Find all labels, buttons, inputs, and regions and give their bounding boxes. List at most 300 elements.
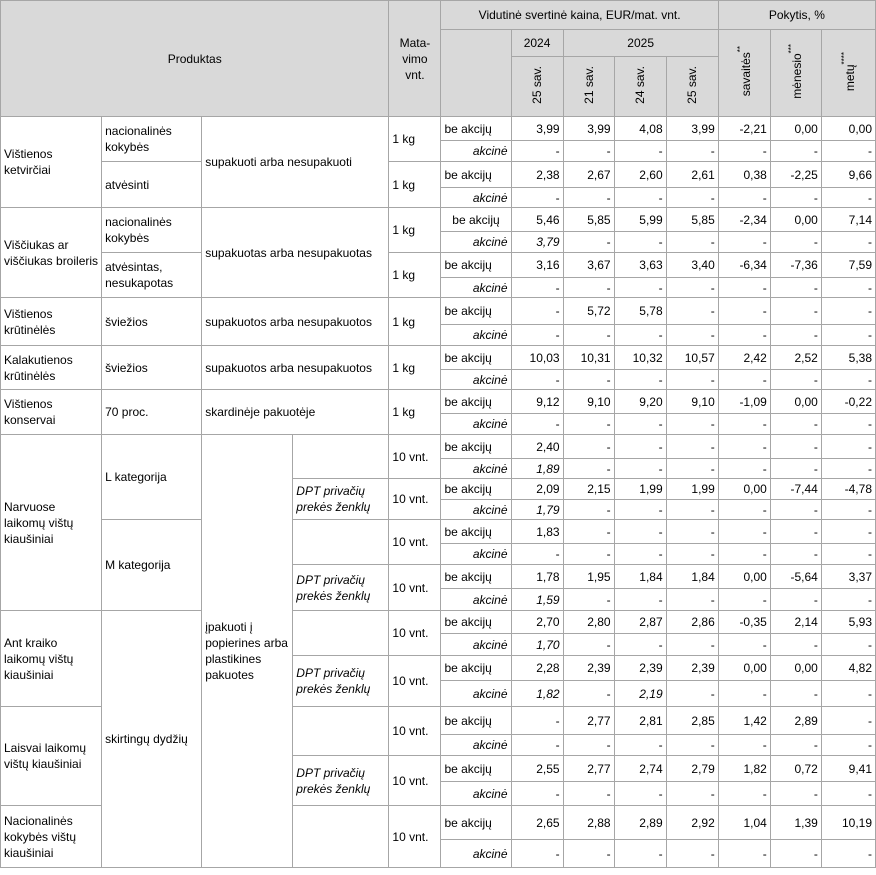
header-week-2024-25: 25 sav. <box>511 57 563 117</box>
value-cell: - <box>511 370 563 390</box>
value-cell: 1,70 <box>511 634 563 656</box>
value-cell: 3,16 <box>511 253 563 278</box>
value-cell: -7,44 <box>770 479 821 500</box>
price-type-label: be akcijų <box>441 253 511 278</box>
unit-cell: 10 vnt. <box>389 756 441 806</box>
value-cell: - <box>614 520 666 544</box>
value-cell: 2,61 <box>666 162 718 188</box>
price-type-label: akcinė <box>441 589 511 611</box>
product-packaging: supakuotas arba nesupakuotas <box>202 208 389 298</box>
value-cell: - <box>614 544 666 565</box>
value-cell: - <box>563 188 614 208</box>
value-cell: - <box>666 520 718 544</box>
value-cell: 5,99 <box>614 208 666 232</box>
value-cell: 3,79 <box>511 232 563 253</box>
value-cell: - <box>718 681 770 707</box>
value-cell: - <box>718 782 770 806</box>
value-cell: - <box>563 840 614 868</box>
unit-cell: 1 kg <box>389 253 441 298</box>
value-cell: - <box>563 435 614 459</box>
value-cell: 2,79 <box>666 756 718 782</box>
value-cell: - <box>614 634 666 656</box>
value-cell: 9,20 <box>614 390 666 414</box>
header-change-week: savaitės** <box>718 30 770 117</box>
product-name: Laisvai laikomų vištų kiaušiniai <box>1 707 102 806</box>
header-avg-price: Vidutinė svertinė kaina, EUR/mat. vnt. <box>441 1 718 30</box>
value-cell: - <box>770 589 821 611</box>
price-type-label: be akcijų <box>441 117 511 141</box>
value-cell: - <box>614 735 666 756</box>
dpt-brand-label: DPT privačių prekės ženklų <box>293 565 389 611</box>
value-cell: - <box>770 840 821 868</box>
value-cell: 0,72 <box>770 756 821 782</box>
product-variant: atvėsinti <box>102 162 202 208</box>
brand-blank <box>293 707 389 756</box>
value-cell: - <box>614 840 666 868</box>
value-cell: - <box>666 325 718 346</box>
value-cell: 0,00 <box>718 656 770 681</box>
value-cell: 0,00 <box>770 390 821 414</box>
value-cell: -5,64 <box>770 565 821 589</box>
value-cell: 9,66 <box>821 162 875 188</box>
value-cell: 2,19 <box>614 681 666 707</box>
value-cell: - <box>614 589 666 611</box>
header-week-2025-24: 24 sav. <box>614 57 666 117</box>
value-cell: - <box>511 141 563 162</box>
value-cell: - <box>718 634 770 656</box>
value-cell: - <box>666 544 718 565</box>
value-cell: - <box>563 735 614 756</box>
price-type-label: akcinė <box>441 232 511 253</box>
value-cell: - <box>666 278 718 298</box>
product-variant: atvėsintas, nesukapotas <box>102 253 202 298</box>
value-cell: 2,38 <box>511 162 563 188</box>
value-cell: - <box>511 325 563 346</box>
product-name: Ant kraiko laikomų vištų kiaušiniai <box>1 611 102 707</box>
value-cell: 0,00 <box>770 117 821 141</box>
product-variant: šviežios <box>102 298 202 346</box>
value-cell: - <box>614 414 666 435</box>
price-type-label: akcinė <box>441 278 511 298</box>
value-cell: 2,28 <box>511 656 563 681</box>
unit-cell: 1 kg <box>389 162 441 208</box>
value-cell: 9,10 <box>563 390 614 414</box>
value-cell: 9,12 <box>511 390 563 414</box>
value-cell: - <box>821 188 875 208</box>
value-cell: 5,85 <box>666 208 718 232</box>
value-cell: - <box>821 459 875 479</box>
value-cell: 2,92 <box>666 806 718 840</box>
value-cell: 1,79 <box>511 500 563 520</box>
value-cell: 4,82 <box>821 656 875 681</box>
value-cell: - <box>614 325 666 346</box>
value-cell: 3,99 <box>666 117 718 141</box>
value-cell: 2,09 <box>511 479 563 500</box>
price-type-label: be akcijų <box>441 435 511 459</box>
price-type-label: be akcijų <box>441 208 511 232</box>
header-product: Produktas <box>1 1 389 117</box>
value-cell: - <box>821 325 875 346</box>
value-cell: - <box>718 325 770 346</box>
value-cell: 1,84 <box>666 565 718 589</box>
value-cell: - <box>666 589 718 611</box>
value-cell: - <box>821 735 875 756</box>
value-cell: -0,35 <box>718 611 770 634</box>
header-change: Pokytis, % <box>718 1 875 30</box>
value-cell: - <box>511 188 563 208</box>
value-cell: - <box>821 707 875 735</box>
value-cell: - <box>821 435 875 459</box>
value-cell: 0,00 <box>718 565 770 589</box>
value-cell: - <box>666 435 718 459</box>
value-cell: 5,72 <box>563 298 614 325</box>
value-cell: - <box>563 141 614 162</box>
value-cell: 2,55 <box>511 756 563 782</box>
unit-cell: 10 vnt. <box>389 611 441 656</box>
value-cell: 5,85 <box>563 208 614 232</box>
product-name: Kalakutienos krūtinėlės <box>1 346 102 390</box>
value-cell: - <box>511 278 563 298</box>
value-cell: - <box>770 735 821 756</box>
value-cell: 0,00 <box>770 208 821 232</box>
header-change-year: metų**** <box>821 30 875 117</box>
price-type-label: be akcijų <box>441 298 511 325</box>
price-type-label: akcinė <box>441 188 511 208</box>
value-cell: 1,95 <box>563 565 614 589</box>
value-cell: 7,59 <box>821 253 875 278</box>
value-cell: - <box>666 370 718 390</box>
value-cell: - <box>614 188 666 208</box>
value-cell: - <box>614 435 666 459</box>
value-cell: - <box>666 634 718 656</box>
value-cell: - <box>821 500 875 520</box>
value-cell: - <box>666 840 718 868</box>
value-cell: - <box>563 232 614 253</box>
egg-packaging: įpakuoti į popierines arba plastikines pakuotes <box>202 435 293 868</box>
value-cell: - <box>614 782 666 806</box>
unit-cell: 1 kg <box>389 208 441 253</box>
value-cell: 2,77 <box>563 756 614 782</box>
value-cell: 1,78 <box>511 565 563 589</box>
price-type-label: be akcijų <box>441 656 511 681</box>
value-cell: 2,67 <box>563 162 614 188</box>
value-cell: -2,21 <box>718 117 770 141</box>
value-cell: - <box>770 414 821 435</box>
value-cell: 2,74 <box>614 756 666 782</box>
price-type-label: akcinė <box>441 141 511 162</box>
value-cell: - <box>821 520 875 544</box>
unit-cell: 1 kg <box>389 117 441 162</box>
value-cell: 0,00 <box>718 479 770 500</box>
price-type-label: be akcijų <box>441 346 511 370</box>
value-cell: 10,32 <box>614 346 666 370</box>
value-cell: 2,77 <box>563 707 614 735</box>
value-cell: - <box>614 141 666 162</box>
value-cell: - <box>770 634 821 656</box>
value-cell: - <box>666 459 718 479</box>
value-cell: 1,39 <box>770 806 821 840</box>
price-type-label: be akcijų <box>441 162 511 188</box>
product-packaging: supakuotos arba nesupakuotos <box>202 298 389 346</box>
dpt-brand-label: DPT privačių prekės ženklų <box>293 479 389 520</box>
product-name: Narvuose laikomų vištų kiaušiniai <box>1 435 102 611</box>
value-cell: -7,36 <box>770 253 821 278</box>
price-type-label: be akcijų <box>441 479 511 500</box>
value-cell: 5,38 <box>821 346 875 370</box>
value-cell: - <box>666 232 718 253</box>
value-cell: 3,37 <box>821 565 875 589</box>
value-cell: 0,00 <box>770 656 821 681</box>
unit-cell: 1 kg <box>389 298 441 346</box>
value-cell: 9,10 <box>666 390 718 414</box>
value-cell: 9,41 <box>821 756 875 782</box>
value-cell: 2,42 <box>718 346 770 370</box>
value-cell: - <box>563 520 614 544</box>
value-cell: 3,63 <box>614 253 666 278</box>
value-cell: 2,80 <box>563 611 614 634</box>
value-cell: - <box>718 232 770 253</box>
price-type-label: be akcijų <box>441 707 511 735</box>
value-cell: - <box>770 278 821 298</box>
value-cell: 1,82 <box>511 681 563 707</box>
header-type-blank <box>441 30 511 117</box>
value-cell: - <box>511 298 563 325</box>
value-cell: - <box>821 232 875 253</box>
value-cell: 3,67 <box>563 253 614 278</box>
value-cell: 5,93 <box>821 611 875 634</box>
value-cell: - <box>770 298 821 325</box>
brand-blank <box>293 611 389 656</box>
brand-blank <box>293 435 389 479</box>
price-type-label: akcinė <box>441 544 511 565</box>
value-cell: - <box>770 520 821 544</box>
value-cell: - <box>511 414 563 435</box>
unit-cell: 10 vnt. <box>389 707 441 756</box>
value-cell: - <box>770 232 821 253</box>
value-cell: - <box>770 782 821 806</box>
value-cell: - <box>821 414 875 435</box>
value-cell: -2,34 <box>718 208 770 232</box>
value-cell: 2,88 <box>563 806 614 840</box>
header-year-2025: 2025 <box>563 30 718 57</box>
value-cell: - <box>821 544 875 565</box>
value-cell: - <box>718 520 770 544</box>
value-cell: - <box>718 459 770 479</box>
value-cell: - <box>718 500 770 520</box>
value-cell: - <box>718 188 770 208</box>
value-cell: 0,38 <box>718 162 770 188</box>
value-cell: - <box>821 681 875 707</box>
value-cell: - <box>821 782 875 806</box>
value-cell: - <box>563 589 614 611</box>
value-cell: - <box>563 459 614 479</box>
value-cell: - <box>666 735 718 756</box>
value-cell: - <box>770 325 821 346</box>
price-type-label: akcinė <box>441 782 511 806</box>
value-cell: -2,25 <box>770 162 821 188</box>
value-cell: - <box>666 141 718 162</box>
value-cell: - <box>770 544 821 565</box>
dpt-brand-label: DPT privačių prekės ženklų <box>293 656 389 707</box>
value-cell: 2,86 <box>666 611 718 634</box>
value-cell: 1,04 <box>718 806 770 840</box>
value-cell: - <box>511 735 563 756</box>
value-cell: - <box>563 278 614 298</box>
value-cell: - <box>666 414 718 435</box>
value-cell: - <box>718 370 770 390</box>
value-cell: - <box>718 735 770 756</box>
value-cell: - <box>666 188 718 208</box>
product-packaging: supakuoti arba nesupakuoti <box>202 117 389 208</box>
value-cell: - <box>666 782 718 806</box>
value-cell: 1,83 <box>511 520 563 544</box>
header-change-month: mėnesio*** <box>770 30 821 117</box>
price-type-label: be akcijų <box>441 390 511 414</box>
value-cell: 10,03 <box>511 346 563 370</box>
value-cell: - <box>563 544 614 565</box>
value-cell: 2,40 <box>511 435 563 459</box>
value-cell: - <box>821 370 875 390</box>
product-variant: šviežios <box>102 346 202 390</box>
product-name: Vištienos konservai <box>1 390 102 435</box>
value-cell: - <box>821 141 875 162</box>
egg-size: skirtingų dydžių <box>102 611 202 868</box>
product-name: Nacionalinės kokybės vištų kiaušiniai <box>1 806 102 868</box>
price-type-label: be akcijų <box>441 565 511 589</box>
product-name: Viščiukas ar viščiukas broileris <box>1 208 102 298</box>
value-cell: - <box>821 634 875 656</box>
value-cell: 1,99 <box>666 479 718 500</box>
value-cell: 3,99 <box>563 117 614 141</box>
value-cell: - <box>821 840 875 868</box>
price-type-label: akcinė <box>441 459 511 479</box>
value-cell: - <box>614 278 666 298</box>
value-cell: 0,00 <box>821 117 875 141</box>
value-cell: 1,59 <box>511 589 563 611</box>
value-cell: 2,39 <box>563 656 614 681</box>
value-cell: - <box>614 459 666 479</box>
value-cell: - <box>718 298 770 325</box>
value-cell: - <box>563 500 614 520</box>
value-cell: - <box>821 278 875 298</box>
price-type-label: be akcijų <box>441 806 511 840</box>
value-cell: 1,89 <box>511 459 563 479</box>
value-cell: -1,09 <box>718 390 770 414</box>
product-variant: nacionalinės kokybės <box>102 208 202 253</box>
value-cell: - <box>563 681 614 707</box>
value-cell: 1,99 <box>614 479 666 500</box>
value-cell: - <box>563 370 614 390</box>
value-cell: - <box>614 232 666 253</box>
value-cell: - <box>511 782 563 806</box>
unit-cell: 10 vnt. <box>389 565 441 611</box>
value-cell: 2,39 <box>614 656 666 681</box>
value-cell: - <box>614 500 666 520</box>
value-cell: - <box>563 782 614 806</box>
unit-cell: 10 vnt. <box>389 435 441 479</box>
price-type-label: akcinė <box>441 735 511 756</box>
product-name: Vištienos ketvirčiai <box>1 117 102 208</box>
value-cell: - <box>563 414 614 435</box>
value-cell: 1,42 <box>718 707 770 735</box>
value-cell: 2,85 <box>666 707 718 735</box>
value-cell: - <box>770 500 821 520</box>
value-cell: - <box>718 589 770 611</box>
value-cell: - <box>770 459 821 479</box>
header-week-2025-25: 25 sav. <box>666 57 718 117</box>
product-variant: 70 proc. <box>102 390 202 435</box>
value-cell: - <box>614 370 666 390</box>
value-cell: 2,60 <box>614 162 666 188</box>
value-cell: - <box>718 278 770 298</box>
product-packaging: skardinėje pakuotėje <box>202 390 389 435</box>
header-week-2025-21: 21 sav. <box>563 57 614 117</box>
value-cell: 2,14 <box>770 611 821 634</box>
value-cell: 2,15 <box>563 479 614 500</box>
value-cell: - <box>770 435 821 459</box>
value-cell: - <box>666 681 718 707</box>
value-cell: 7,14 <box>821 208 875 232</box>
value-cell: 5,46 <box>511 208 563 232</box>
value-cell: - <box>666 500 718 520</box>
product-variant: nacionalinės kokybės <box>102 117 202 162</box>
value-cell: 2,52 <box>770 346 821 370</box>
price-type-label: be akcijų <box>441 756 511 782</box>
unit-cell: 1 kg <box>389 346 441 390</box>
value-cell: -0,22 <box>821 390 875 414</box>
price-type-label: be akcijų <box>441 520 511 544</box>
price-type-label: akcinė <box>441 634 511 656</box>
product-variant: M kategorija <box>102 520 202 611</box>
value-cell: 2,70 <box>511 611 563 634</box>
unit-cell: 10 vnt. <box>389 656 441 707</box>
value-cell: 4,08 <box>614 117 666 141</box>
price-type-label: akcinė <box>441 681 511 707</box>
brand-blank <box>293 806 389 868</box>
value-cell: -6,34 <box>718 253 770 278</box>
value-cell: - <box>770 188 821 208</box>
unit-cell: 10 vnt. <box>389 806 441 868</box>
price-type-label: akcinė <box>441 325 511 346</box>
value-cell: - <box>770 370 821 390</box>
value-cell: 2,87 <box>614 611 666 634</box>
unit-cell: 1 kg <box>389 390 441 435</box>
value-cell: - <box>770 141 821 162</box>
price-type-label: akcinė <box>441 414 511 435</box>
header-unit: Mata-vimo vnt. <box>389 1 441 117</box>
value-cell: 2,89 <box>770 707 821 735</box>
value-cell: 10,19 <box>821 806 875 840</box>
value-cell: - <box>563 634 614 656</box>
header-year-2024: 2024 <box>511 30 563 57</box>
price-type-label: akcinė <box>441 840 511 868</box>
value-cell: - <box>718 414 770 435</box>
dpt-brand-label: DPT privačių prekės ženklų <box>293 756 389 806</box>
unit-cell: 10 vnt. <box>389 479 441 520</box>
value-cell: - <box>718 840 770 868</box>
value-cell: 1,84 <box>614 565 666 589</box>
value-cell: -4,78 <box>821 479 875 500</box>
product-packaging: supakuotos arba nesupakuotos <box>202 346 389 390</box>
price-type-label: akcinė <box>441 370 511 390</box>
value-cell: 10,57 <box>666 346 718 370</box>
value-cell: - <box>821 589 875 611</box>
value-cell: - <box>563 325 614 346</box>
unit-cell: 10 vnt. <box>389 520 441 565</box>
product-variant: L kategorija <box>102 435 202 520</box>
value-cell: - <box>666 298 718 325</box>
price-type-label: be akcijų <box>441 611 511 634</box>
